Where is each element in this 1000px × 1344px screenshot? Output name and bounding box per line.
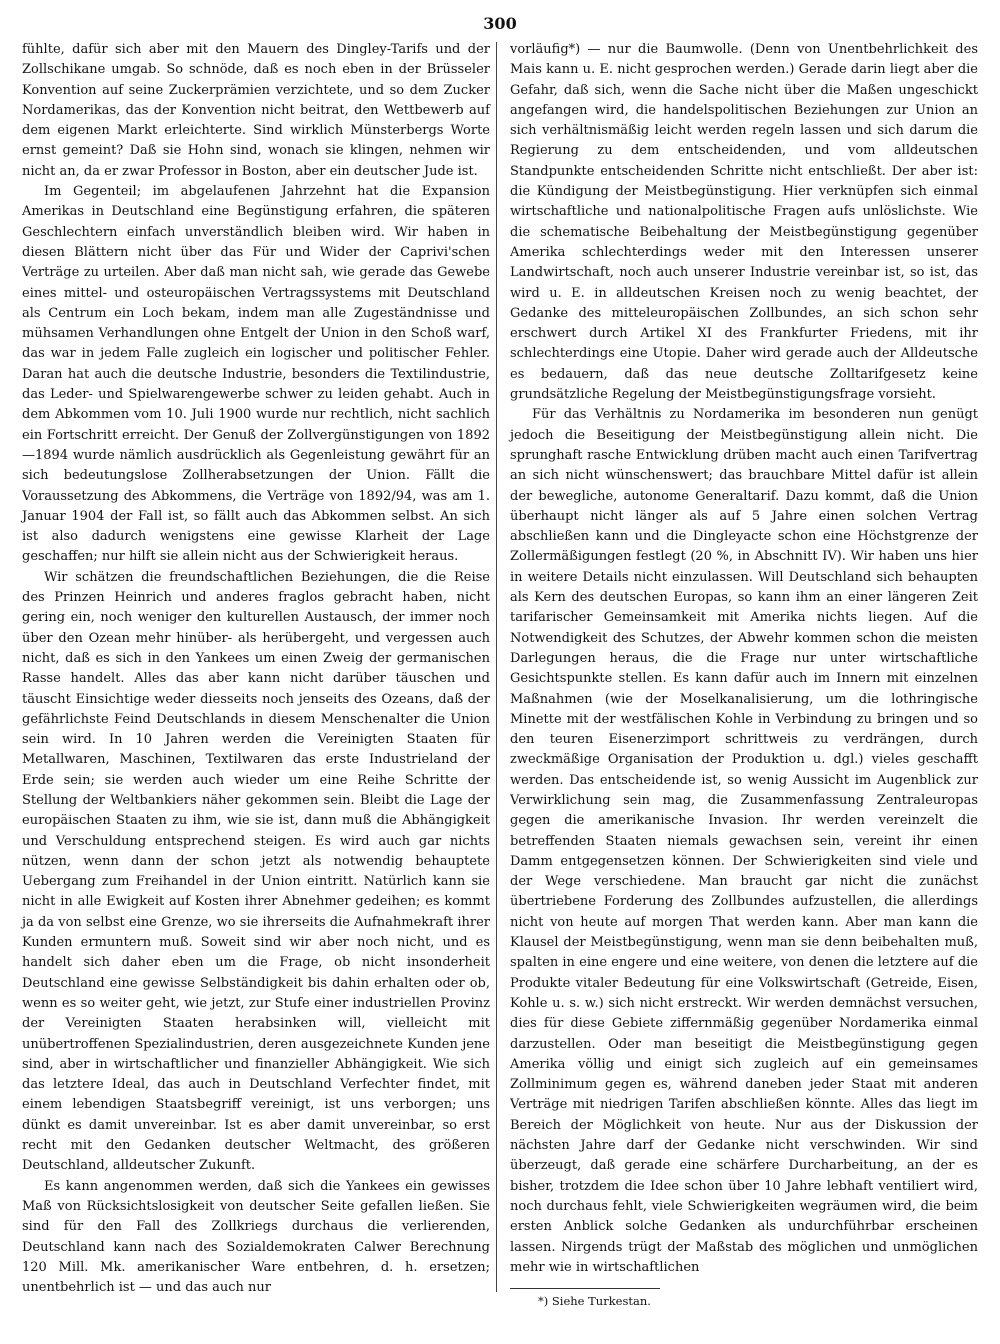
- right-column: [510, 40, 978, 1309]
- paragraph: Es kann angenommen werden, daß sich die Yankees ein gewisses Maß von Rücksichtslosigkeit von deutscher Seite gefallen ließen. Sie sind für den Fall des Zollkriegs durchaus die verlierenden, Deutschland kann nach des Sozialdemokraten Calwer Berechnung 120 Mill. Mk. amerikanischer Ware entbehren, d. h. ersetzen; unentbehrlich ist — und das auch nur: [22, 1178, 490, 1296]
- footnote-rule: [510, 1288, 660, 1289]
- footnote: *) Siehe Turkestan.: [538, 1294, 651, 1309]
- page-number: 300: [483, 14, 517, 33]
- column-divider: [496, 42, 497, 1292]
- paragraph: Wir schätzen die freundschaftlichen Beziehungen, die die Reise des Prinzen Heinrich und anderes fraglos gebracht haben, nicht gering ein, noch weniger den kulturellen Austausch, der immer noch über den Ozean mehr hinüber- als herübergeht, und vergessen auch nicht, daß es sich in den Yankees um einen Zweig der germanischen Rasse handelt. Alles das aber kann nicht darüber täuschen und täuscht Einsichtige weder diesseits noch jenseits des Ozeans, daß der gefährlichste Feind Deutschlands in diesem Menschenalter die Union sein wird. In 10 Jahren werden die Vereinigten Staaten für Metallwaren, Maschinen, Textilwaren das erste Industrieland der Erde sein; sie werden auch wieder um eine Reihe Schritte der Stellung der Weltbankiers näher gekommen sein. Bleibt die Lage der europäischen Staaten zu ihm, wie sie ist, dann muß die Abhängigkeit und Verschuldung entsprechend steigen. Es wird auch gar nichts nützen, wenn dann der schon jetzt als notwendig behauptete Uebergang zum Freihandel in der Union eintritt. Natürlich kann sie nicht in alle Ewigkeit auf Kosten ihrer Abnehmer gedeihen; es kommt ja da von selbst eine Grenze, wo sie ihrerseits die Aufnahmekraft ihrer Kunden ermuntern muß. Soweit sind wir aber noch nicht, und es handelt sich daher eben um die Frage, ob nicht insonderheit Deutschland eine gewisse Selbständigkeit bis dahin erhalten oder ob, wenn es so weiter geht, wie jetzt, zur Stufe einer industriellen Provinz der Vereinigten Staaten herabsinken will, vielleicht mit unübertroffenen Spezialindustrien, deren ausgezeichnete Kunden jene sind, aber in wirtschaftlicher und finanzieller Abhängigkeit. Wie sich das letztere Ideal, das auch in Deutschland Verfechter findet, mit einem lebendigen Staatsbegriff vereinigt, ist uns verborgen; uns dünkt es damit unvereinbar. Ist es aber damit unvereinbar, so erst recht mit den Gedanken deutscher Weltmacht, des größeren Deutschland, alldeutscher Zukunft.: [22, 569, 490, 1174]
- paragraph: Im Gegenteil; im abgelaufenen Jahrzehnt hat die Expansion Amerikas in Deutschland eine Begünstigung erfahren, die späteren Geschlechtern einfach unverständlich bleiben wird. Wir haben in diesen Blättern nicht über das Für und Wider der Caprivi'schen Verträge zu urteilen. Aber daß man nicht sah, wie gerade das Gewebe eines mittel- und osteuropäischen Vertragssystems mit Deutschland als Centrum ein Loch bekam, indem man alle Zugeständnisse und mühsamen Verhandlungen ohne Entgelt der Union in den Schoß warf, das war in jedem Falle zugleich ein logischer und politischer Fehler. Daran hat auch die deutsche Industrie, besonders die Textilindustrie, das Leder- und Spielwarengewerbe schwer zu leiden gehabt. Auch in dem Abkommen vom 10. Juli 1900 wurde nur rechtlich, nicht sachlich ein Fortschritt erreicht. Der Genuß der Zollvergünstigungen von 1892—1894 wurde nämlich ausdrücklich als Gegenleistung gewährt für an sich bedeutungslose Zollherabsetzungen der Union. Fällt die Voraussetzung des Abkommens, die Verträge von 1892/94, was am 1. Januar 1904 der Fall ist, so fällt auch das Abkommen selbst. An sich ist also dadurch wenigstens eine gewisse Klarheit der Lage geschaffen; nur hilft sie allein nicht aus der Schwierigkeit heraus.: [22, 184, 490, 565]
- left-column: [22, 40, 490, 1298]
- paragraph: Für das Verhältnis zu Nordamerika im besonderen nun genügt jedoch die Beseitigung der Meistbegünstigung allein nicht. Die sprunghaft rasche Entwicklung drüben macht auch einen Tarifvertrag an sich nicht wünschenswert; das brauchbare Mittel dafür ist allein der bewegliche, autonome Generaltarif. Dazu kommt, daß die Union überhaupt nicht länger als auf 5 Jahre einen solchen Vertrag abschließen kann und die Dingleyacte schon eine Höchstgrenze der Zollermäßigungen festlegt (20 %, in Abschnitt IV). Wir haben uns hier in weitere Details nicht einzulassen. Will Deutschland sich behaupten als Kern des deutschen Europas, so kann ihm an einer längeren Zeit tarifarischer Gemeinsamkeit mit Amerika nichts liegen. Auf die Notwendigkeit des Schutzes, der Abwehr kommen schon die meisten Darlegungen heraus, die die Frage nur unter wirtschaftliche Gesichtspunkte stellen. Es kann dafür auch im Innern mit einzelnen Maßnahmen (wie der Moselkanalisierung, um die lothringische Minette mit der westfälischen Kohle in Verbindung zu bringen und so den teuren Eisenerzimport schrittweis zu verdrängen, durch zweckmäßige Organisation der Produktion u. dgl.) vieles geschafft werden. Das entscheidende ist, so wenig Aussicht im Augenblick zur Verwirklichung sein mag, die Zusammenfassung Zentraleuropas gegen die amerikanische Invasion. Ihr werden vereinzelt die betreffenden Staaten niemals gewachsen sein, vereint ihr einen Damm entgegensetzen können. Der Schwierigkeiten sind viele und der Wege verschiedene. Man braucht gar nicht die zunächst übertriebene Forderung des Zollbundes aufzustellen, die allerdings nicht von heute auf morgen That werden kann. Aber man kann die Klausel der Meistbegünstigung, wenn man sie denn beibehalten muß, spalten in eine engere und eine weitere, von denen die letztere auf die Produkte vitaler Bedeutung für eine Volkswirtschaft (Getreide, Eisen, Kohle u. s. w.) sich nicht erstreckt. Wir werden demnächst versuchen, dies für diese Gebiete ziffernmäßig gegenüber Nordamerika einmal darzustellen. Oder man beseitigt die Meistbegünstigung gegen Amerika völlig und einigt sich zugleich auf ein gemeinsames Zollminimum gegen es, während daneben jeder Staat mit anderen Verträge mit niedrigen Tarifen abschließen könnte. Alles das liegt im Bereich der Möglichkeit von heute. Nur aus der Diskussion der nächsten Jahre darf der Gedanke nicht verschwinden. Wir sind überzeugt, daß gerade eine schärfere Durcharbeitung, an der es bisher, trotzdem die Idee schon über 10 Jahre lebhaft ventiliert wird, noch durchaus fehlt, viele Schwierigkeiten wegräumen wird, die beim ersten Anblick solche Gedanken als undurchführbar erscheinen lassen. Nirgends trügt der Maßstab des möglichen und unmöglichen mehr wie in wirtschaftlichen: [510, 407, 978, 1275]
- paragraph: fühlte, dafür sich aber mit den Mauern des Dingley-Tarifs und der Zollschikane umgab. So schnöde, daß es noch eben in der Brüsseler Konvention auf seine Zuckerprämien verzichtete, und so dem Zucker Nordamerikas, das der Konvention nicht beitrat, den Wettbewerb auf dem eigenen Markt erleichterte. Sind wirklich Münsterbergs Worte ernst gemeint? Daß sie Hohn sind, wonach sie klingen, nehmen wir nicht an, da er zwar Professor in Boston, aber ein deutscher Jude ist.: [22, 42, 490, 179]
- paragraph: vorläufig*) — nur die Baumwolle. (Denn von Unentbehrlichkeit des Mais kann u. E. nicht gesprochen werden.) Gerade darin liegt aber die Gefahr, daß sich, wenn die Sache nicht über die Maßen ungeschickt angefangen wird, die handelspolitischen Beziehungen zur Union an sich verhältnismäßig leicht werden regeln lassen und sich darum die Regierung zu dem entscheidenden, und vom alldeutschen Standpunkte entscheidenden Schritte nicht entschließt. Der aber ist: die Kündigung der Meistbegünstigung. Hier verknüpfen sich einmal wirtschaftliche und nationalpolitische Fragen aufs unlöslichste. Wie die schematische Beibehaltung der Meistbegünstigung gegenüber Amerika schlechterdings weder mit den Interessen unserer Landwirtschaft, noch auch unserer Industrie vereinbar ist, so ist, das wird u. E. in alldeutschen Kreisen noch zu wenig beachtet, der Gedanke des mitteleuropäischen Zollbundes, an sich schon sehr erschwert durch Artikel XI des Frankfurter Friedens, mit ihr schlechterdings eine Utopie. Daher wird gerade auch der Alldeutsche es bedauern, daß das neue deutsche Zolltarifgesetz keine grundsätzliche Regelung der Meistbegünstigungsfrage vorsieht.: [510, 42, 978, 403]
